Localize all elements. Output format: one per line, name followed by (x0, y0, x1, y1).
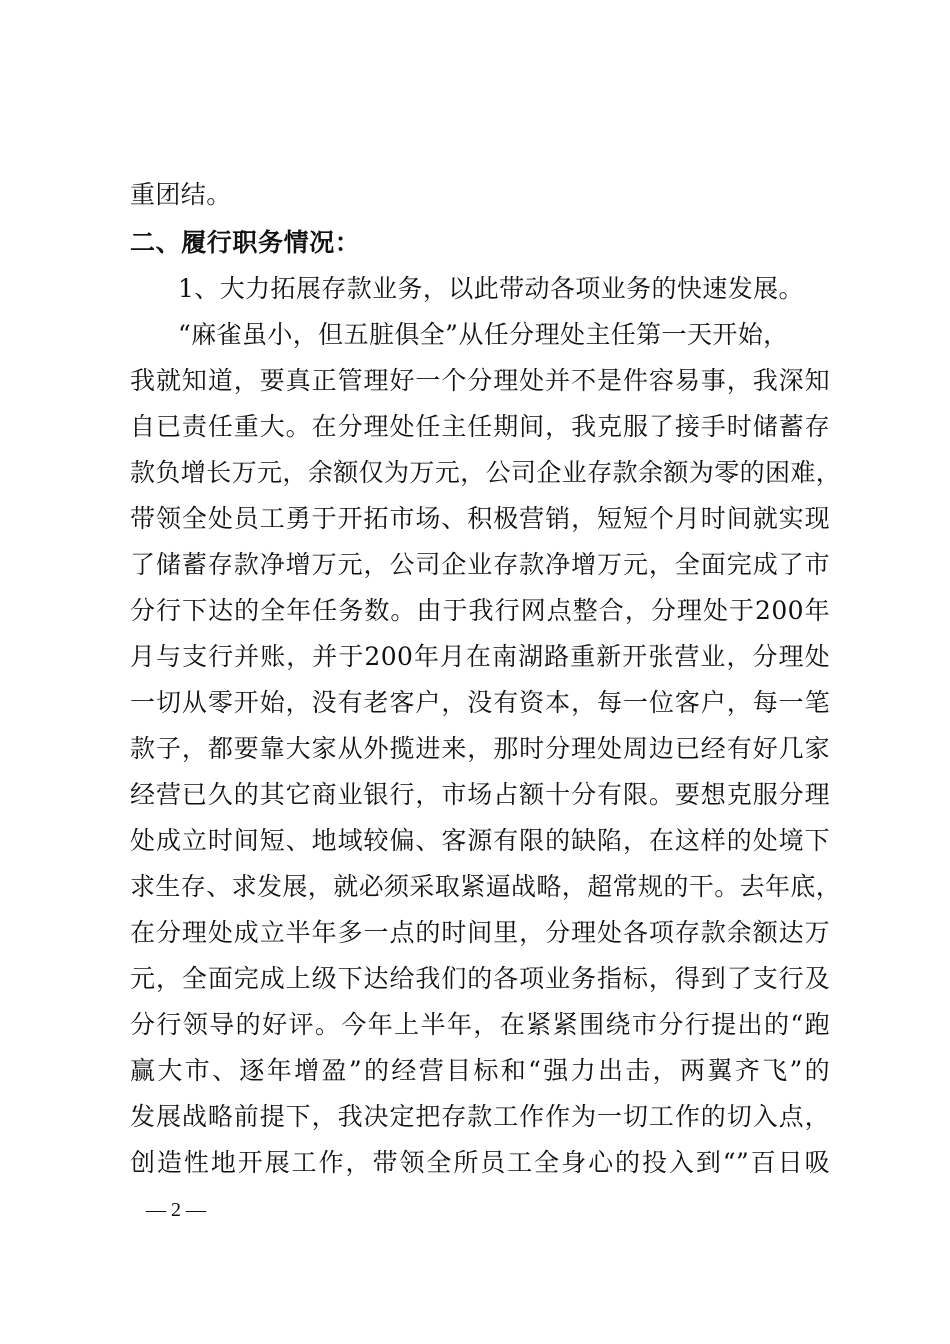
paragraph-line: 赢大市、逐年增盈”的经营目标和“强力出击，两翼齐飞”的 (130, 1056, 830, 1085)
paragraph-line: 自已责任重大。在分理处任主任期间，我克服了接手时储蓄存 (130, 412, 830, 441)
paragraph-line: 重团结。 (130, 180, 232, 209)
paragraph-line: 款负增长万元，余额仅为万元，公司企业存款余额为零的困难， (130, 458, 842, 487)
paragraph-line: 创造性地开展工作，带领全所员工全身心的投入到“”百日吸 (130, 1148, 830, 1177)
paragraph-line: 处成立时间短、地域较偏、客源有限的缺陷，在这样的处境下 (130, 826, 830, 855)
paragraph-line: 了储蓄存款净增万元，公司企业存款净增万元，全面完成了市 (130, 550, 830, 579)
paragraph-line: 发展战略前提下，我决定把存款工作作为一切工作的切入点， (130, 1102, 830, 1131)
paragraph-line: 月与支行并账，并于200年月在南湖路重新开张营业，分理处 (130, 642, 830, 671)
page-number: — 2 — (146, 1199, 206, 1221)
paragraph-line: 元，全面完成上级下达给我们的各项业务指标，得到了支行及 (130, 964, 830, 993)
section-heading: 二、履行职务情况： (130, 228, 361, 257)
subsection-heading: 1、大力拓展存款业务，以此带动各项业务的快速发展。 (178, 274, 804, 303)
paragraph-line: 在分理处成立半年多一点的时间里，分理处各项存款余额达万 (130, 918, 830, 947)
paragraph-line: 我就知道，要真正管理好一个分理处并不是件容易事，我深知 (130, 366, 830, 395)
paragraph-line: 经营已久的其它商业银行，市场占额十分有限。要想克服分理 (130, 780, 830, 809)
paragraph-line: 求生存、求发展，就必须采取紧逼战略，超常规的干。去年底， (130, 872, 842, 901)
paragraph-line: 款子，都要靠大家从外揽进来，那时分理处周边已经有好几家 (130, 734, 830, 763)
paragraph-line: 一切从零开始，没有老客户，没有资本，每一位客户，每一笔 (130, 688, 830, 717)
paragraph-line: “麻雀虽小，但五脏俱全”从任分理处主任第一天开始， (178, 320, 789, 349)
paragraph-line: 分行下达的全年任务数。由于我行网点整合，分理处于200年 (130, 596, 830, 625)
paragraph-line: 带领全处员工勇于开拓市场、积极营销，短短个月时间就实现 (130, 504, 830, 533)
paragraph-line: 分行领导的好评。今年上半年，在紧紧围绕市分行提出的“跑 (130, 1010, 830, 1039)
